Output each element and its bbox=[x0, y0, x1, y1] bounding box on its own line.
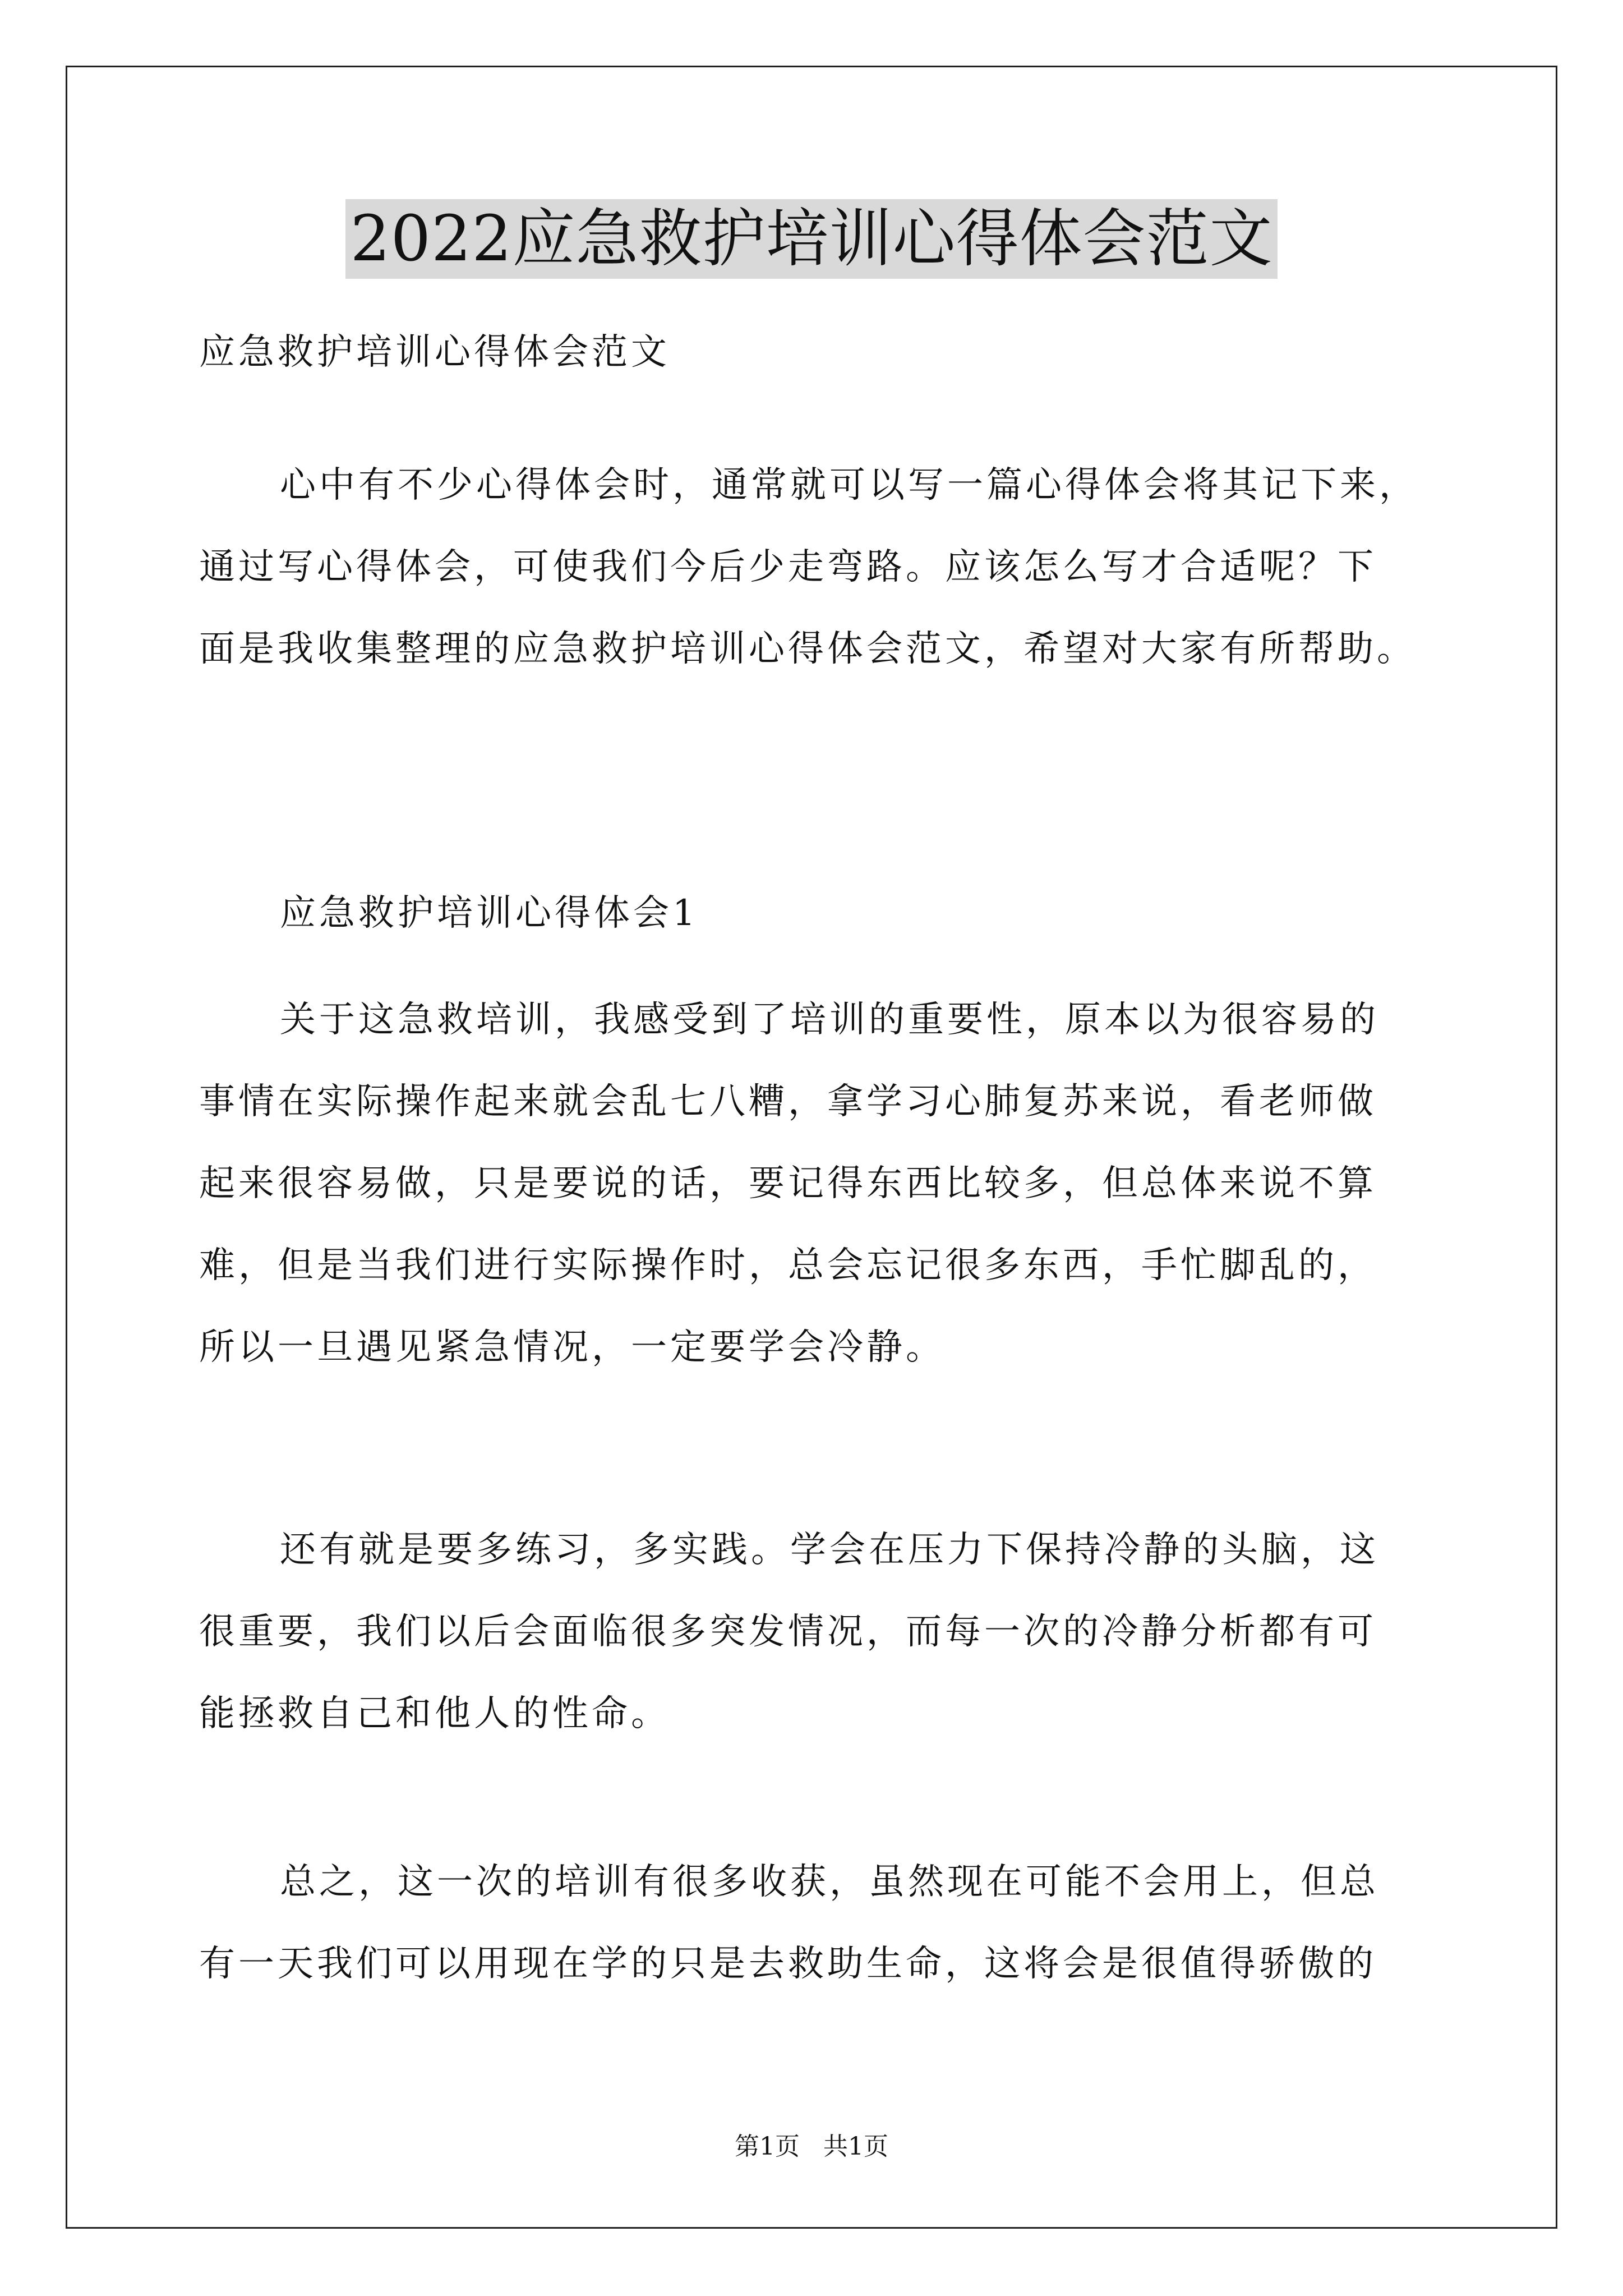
paragraph-line: 有一天我们可以用现在学的只是去救助生命，这将会是很值得骄傲的 bbox=[199, 1943, 1377, 1985]
paragraph-1 bbox=[199, 979, 1433, 1388]
section-heading-block bbox=[199, 872, 1433, 954]
paragraph-2 bbox=[199, 1509, 1433, 1755]
paragraph-line: 能拯救自己和他人的性命。 bbox=[199, 1693, 670, 1734]
paragraph-line: 还有就是要多练习，多实践。学会在压力下保持冷静的头脑，这 bbox=[280, 1529, 1379, 1571]
paragraph-line: 总之，这一次的培训有很多收获，虽然现在可能不会用上，但总 bbox=[280, 1861, 1379, 1903]
paragraph-line: 面是我收集整理的应急救护培训心得体会范文，希望对大家有所帮助。 bbox=[199, 628, 1416, 670]
paragraph-line: 很重要，我们以后会面临很多突发情况，而每一次的冷静分析都有可 bbox=[199, 1611, 1377, 1653]
paragraph-line: 难，但是当我们进行实际操作时，总会忘记很多东西，手忙脚乱的， bbox=[199, 1245, 1377, 1286]
paragraph-line: 起来很容易做，只是要说的话，要记得东西比较多，但总体来说不算 bbox=[199, 1163, 1377, 1204]
paragraph-line: 所以一旦遇见紧急情况，一定要学会冷静。 bbox=[199, 1327, 945, 1368]
document-title: 2022应急救护培训心得体会范文 bbox=[345, 199, 1277, 279]
paragraph-3 bbox=[199, 1841, 1433, 2005]
page-footer bbox=[0, 2126, 1623, 2162]
page-number-info: 第1页 共1页 bbox=[735, 2132, 888, 2161]
title-container bbox=[0, 199, 1623, 279]
paragraph-line: 通过写心得体会，可使我们今后少走弯路。应该怎么写才合适呢？下 bbox=[199, 546, 1377, 588]
section-heading: 应急救护培训心得体会1 bbox=[280, 892, 699, 934]
paragraph-line: 心中有不少心得体会时，通常就可以写一篇心得体会将其记下来， bbox=[280, 464, 1418, 506]
document-subtitle: 应急救护培训心得体会范文 bbox=[199, 332, 670, 373]
paragraph-line: 关于这急救培训，我感受到了培训的重要性，原本以为很容易的 bbox=[280, 999, 1379, 1041]
subtitle-block bbox=[199, 311, 1433, 393]
intro-paragraph bbox=[199, 444, 1433, 690]
paragraph-line: 事情在实际操作起来就会乱七八糟，拿学习心肺复苏来说，看老师做 bbox=[199, 1081, 1377, 1122]
